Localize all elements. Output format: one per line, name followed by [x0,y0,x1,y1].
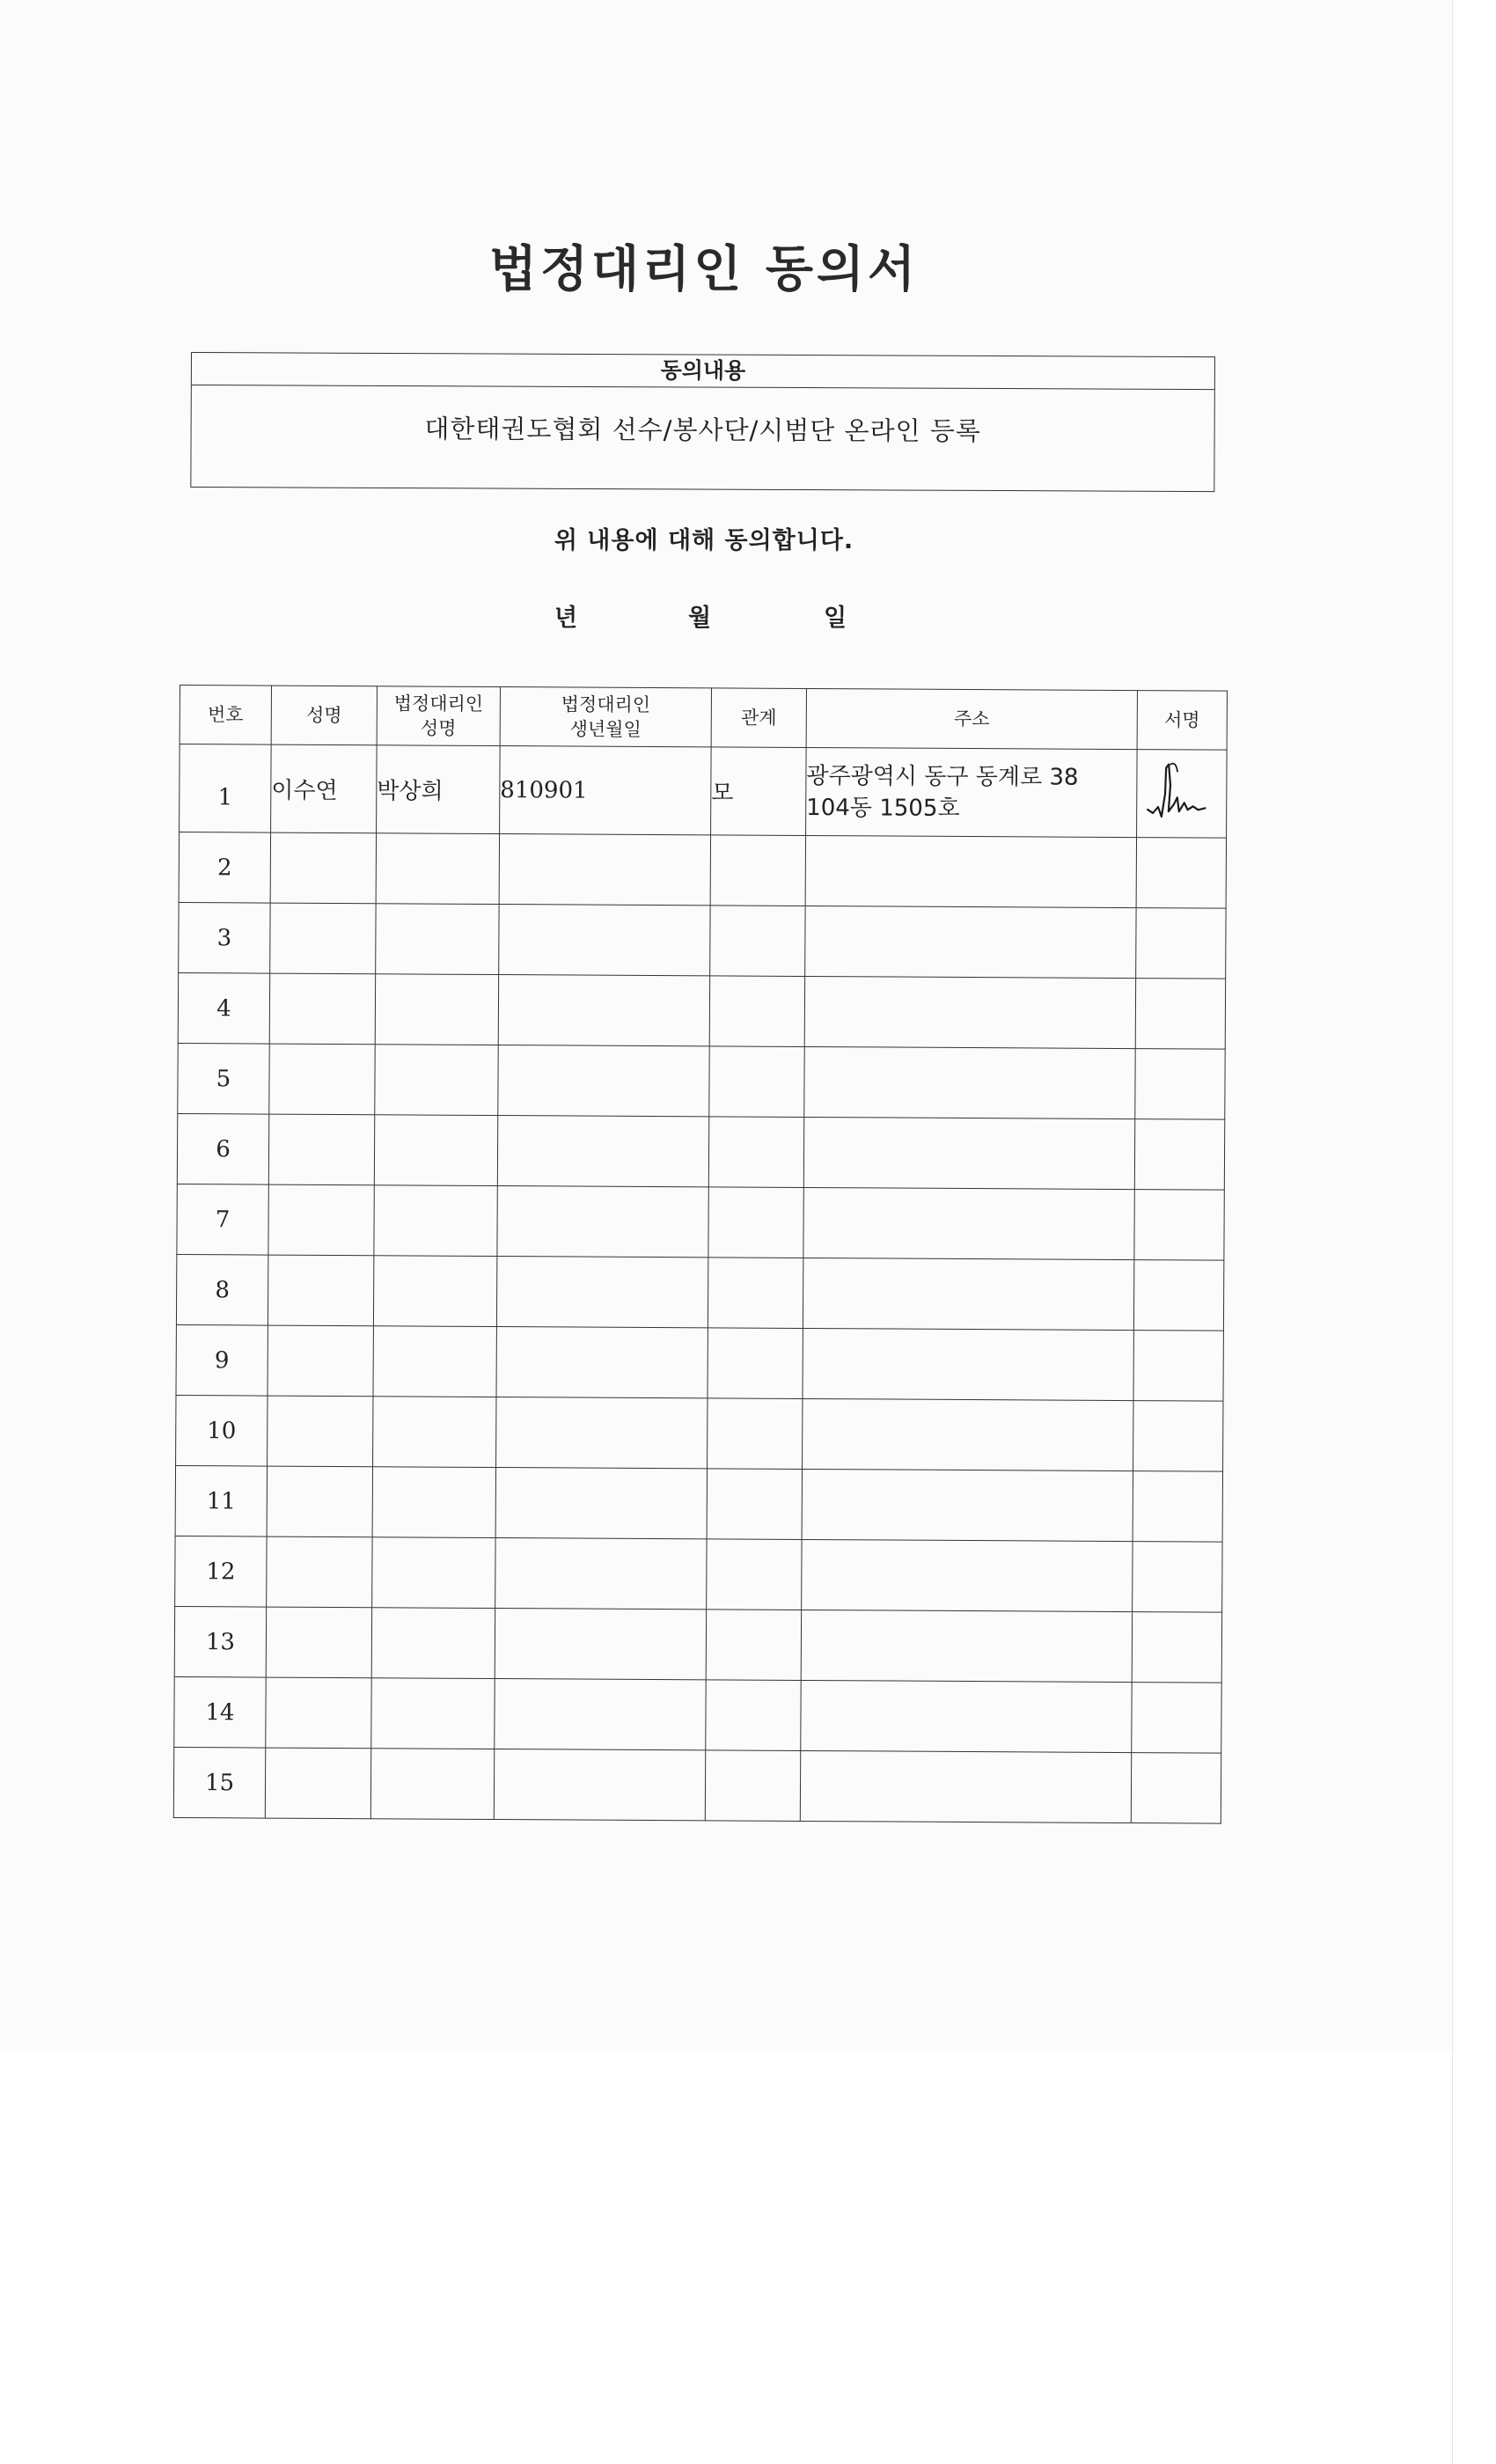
guardian-name [372,1467,495,1538]
date-month-label: 월 [688,605,712,632]
row-number: 2 [179,832,270,904]
relation [709,1046,804,1118]
consent-content-box [190,352,1215,492]
guardian-name [375,974,498,1045]
table-row [177,1184,1224,1260]
student-name [269,973,375,1045]
header-signature: 서명 [1137,691,1227,751]
header-address: 주소 [806,688,1137,749]
address [804,976,1135,1048]
relation: 모 [711,747,807,836]
guardian-birthdate [498,1045,709,1117]
table-row [179,902,1226,979]
relation [708,1117,803,1188]
signature-cell [1134,1190,1224,1261]
address [802,1539,1133,1611]
guardian-name [376,833,499,905]
table-row [173,1747,1221,1823]
row-number: 7 [177,1184,268,1255]
agreement-statement: 위 내용에 대해 동의합니다. [554,527,854,554]
signature-cell [1135,1049,1225,1120]
signature-cell [1133,1260,1223,1331]
address [804,1046,1135,1118]
student-name [267,1536,372,1608]
table-row [174,1676,1221,1753]
handwritten-signature-icon [1137,750,1227,838]
relation [707,1539,802,1610]
row-number: 8 [176,1254,268,1325]
signature-cell [1131,1753,1221,1824]
student-name [270,903,376,974]
address [801,1680,1132,1752]
guardian-name [373,1326,496,1397]
address [803,1117,1134,1189]
relation [705,1750,800,1822]
signature-cell [1132,1683,1221,1754]
relation [710,906,805,977]
table-row [178,972,1225,1049]
guardian-name [374,1115,497,1186]
signature-cell [1134,1119,1224,1191]
student-name: 이수연 [271,744,378,833]
guardian-birthdate [498,975,709,1046]
address-line2: 104동 1505호 [806,794,960,822]
guardian-birthdate [495,1538,707,1610]
address [803,1187,1134,1259]
table-row [176,1395,1223,1471]
guardian-birthdate [494,1749,705,1821]
table-row [175,1465,1222,1542]
student-name [266,1607,371,1678]
guardian-consent-table [173,685,1228,1824]
guardian-birthdate [497,1116,708,1187]
table-row [176,1254,1223,1331]
guardian-name [375,1045,498,1116]
relation [707,1469,802,1540]
address [805,906,1136,978]
address [803,1328,1133,1400]
guardian-birthdate: 810901 [500,746,712,835]
guardian-birthdate [496,1327,708,1398]
relation [708,1328,803,1399]
guardian-name [370,1749,494,1820]
student-name [269,1044,375,1115]
guardian-birthdate [495,1609,706,1680]
document-title: 법정대리인 동의서 [488,241,920,298]
row-number: 15 [173,1747,265,1818]
guardian-birthdate [499,905,710,976]
guardian-name [373,1397,496,1468]
guardian-name [374,1185,497,1257]
guardian-name [371,1678,495,1749]
student-name [268,1255,373,1326]
student-name [268,1184,374,1256]
relation [706,1680,801,1751]
guardian-birthdate [499,834,710,906]
address [803,1258,1133,1330]
table-header-row [180,686,1227,751]
signature-cell [1137,750,1228,839]
guardian-birthdate [495,1679,706,1750]
row-number: 12 [175,1536,267,1607]
guardian-birthdate [495,1468,707,1539]
row-number: 1 [180,744,272,833]
relation [708,1187,803,1258]
guardian-name [371,1608,495,1679]
signature-cell [1136,908,1226,979]
header-relation: 관계 [711,688,806,748]
header-guardian-name-line1: 법정대리인 [393,693,484,715]
address [801,1610,1132,1682]
address [802,1469,1133,1541]
student-name [268,1114,374,1185]
row-number: 6 [177,1113,268,1184]
student-name [268,1396,373,1467]
row-number: 14 [174,1676,266,1748]
signature-cell [1135,979,1225,1050]
guardian-name [376,904,499,975]
guardian-birthdate [496,1397,708,1469]
address [805,835,1136,907]
address [806,747,1138,837]
scan-margin [1452,0,1496,2464]
table-row [174,1606,1221,1683]
row-number: 9 [176,1324,268,1396]
table-row [179,832,1226,909]
guardian-name: 박상희 [377,745,501,834]
row-number: 13 [174,1606,266,1677]
address [800,1750,1131,1822]
signature-cell [1136,838,1226,909]
student-name [267,1466,372,1537]
header-guardian-birth [500,687,711,747]
header-guardian-name [377,686,500,746]
signature-cell [1133,1331,1223,1402]
header-guardian-birth-line1: 법정대리인 [561,693,651,715]
guardian-table-wrapper [173,685,1227,1824]
signature-cell [1132,1612,1221,1683]
guardian-name [373,1256,496,1327]
student-name [265,1748,370,1819]
table-row [178,1043,1225,1119]
relation [708,1258,803,1329]
consent-heading: 동의내용 [192,353,1214,390]
header-guardian-birth-line2: 생년월일 [569,718,642,740]
signature-cell [1133,1401,1223,1472]
relation [708,1398,803,1470]
student-name [270,832,376,904]
guardian-name [372,1537,495,1609]
guardian-birthdate [496,1257,708,1328]
row-number: 11 [175,1465,267,1536]
signature-cell [1133,1471,1222,1543]
date-year-label: 년 [554,605,578,632]
student-name [266,1677,371,1749]
table-row [175,1536,1222,1612]
table-row [180,744,1228,839]
table-row [176,1324,1223,1401]
relation [710,835,805,906]
guardian-birthdate [497,1186,708,1258]
date-day-label: 일 [824,605,847,632]
header-guardian-name-line2: 성명 [420,717,457,739]
relation [709,976,804,1047]
address-line1: 광주광역시 동구 동계로 38 [806,762,1079,791]
header-name: 성명 [271,686,377,745]
table-row [177,1113,1224,1190]
row-number: 10 [176,1395,268,1466]
consent-content: 대한태권도협회 선수/봉사단/시범단 온라인 등록 [424,414,981,446]
address [803,1398,1133,1470]
relation [706,1610,801,1681]
signature-cell [1133,1542,1222,1613]
row-number: 4 [178,972,269,1044]
row-number: 5 [178,1043,269,1114]
student-name [268,1325,373,1397]
header-number: 번호 [180,686,271,745]
row-number: 3 [179,902,270,973]
